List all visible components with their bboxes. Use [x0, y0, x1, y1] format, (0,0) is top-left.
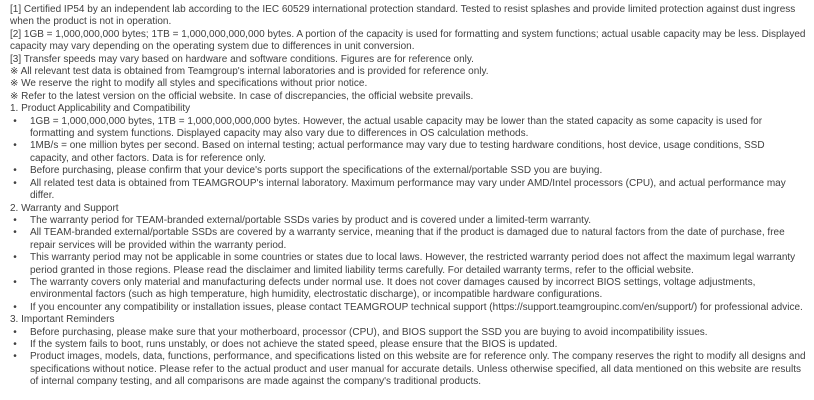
bullet-icon: •: [13, 276, 17, 288]
bullet-icon: •: [13, 338, 17, 350]
bullet-list: [10, 215, 806, 314]
footnotes: [10, 4, 806, 103]
bullet-list: [10, 327, 806, 389]
footnote-1: [1] Certified IP54 by an independent lab according to the IEC 60529 international protection standard. Tested to resist splashes and provide limited protection against dust ingress when the product is not in operation.: [10, 4, 796, 28]
bullet-icon: •: [13, 165, 17, 177]
reference-note-test-data: ※ All relevant test data is obtained from Teamgroup's internal laboratories and is provided for reference only.: [10, 66, 489, 78]
bullet-icon: •: [13, 115, 17, 127]
bullet-icon: •: [13, 326, 17, 338]
bullet-icon: •: [13, 252, 17, 264]
list-item-text: The warranty covers only material and manufacturing defects under normal use. It does not cover damages caused by incorrect BIOS settings, voltage adjustments, environmental factors (such as high temperature, high humidity, electrostatic discharge), or incompatible hardware configurations.: [30, 276, 756, 301]
list-item-text: All related test data is obtained from TEAMGROUP's internal laboratory. Maximum performance may vary under AMD/Intel processors (CPU), and actual performance may differ.: [30, 177, 786, 202]
list-item-text: 1GB = 1,000,000,000 bytes, 1TB = 1,000,000,000,000 bytes. However, the actual usable capacity may be lower than the stated capacity as some capacity is used for formatting and system functions. Displayed capacity may also vary due to differences in OS calculation methods.: [30, 115, 763, 140]
list-item: [10, 351, 806, 388]
bullet-icon: •: [13, 301, 17, 313]
bullet-icon: •: [13, 177, 17, 189]
bullet-list: [10, 116, 806, 203]
section-heading: 3. Important Reminders: [10, 314, 115, 326]
list-item-text: This warranty period may not be applicable in some countries or states due to local laws. However, the restricted warranty period does not affect the maximum legal warranty period granted in those regions. Please read the disclaimer and limited liability terms carefully. For detailed warranty terms, refer to the official website.: [30, 252, 796, 276]
footnote-2: [2] 1GB = 1,000,000,000 bytes; 1TB = 1,000,000,000,000 bytes. A portion of the capacity is used for formatting and system functions; actual usable capacity may be less. Displayed capacity may vary depending on the operating system due to differences in unit conversion.: [10, 28, 806, 53]
list-item: [10, 165, 806, 177]
list-item: [10, 277, 806, 302]
list-item: [10, 339, 806, 351]
list-item: [10, 178, 806, 203]
section-important-reminders: [10, 314, 806, 388]
list-item-text: If you encounter any compatibility or installation issues, please contact TEAMGROUP technical support (https://support.teamgroupinc.com/en/support/) for professional advice.: [30, 301, 803, 313]
section-warranty-support: [10, 203, 806, 315]
list-item-text: Before purchasing, please confirm that your device's ports support the specifications of the external/portable SSD you are buying.: [30, 165, 603, 177]
reference-note-official-website: ※ Refer to the latest version on the official website. In case of discrepancies, the official website prevails.: [10, 90, 474, 102]
bullet-icon: •: [13, 140, 17, 152]
bullet-icon: •: [13, 227, 17, 239]
section-product-applicability: [10, 103, 806, 202]
list-item-text: Before purchasing, please make sure that your motherboard, processor (CPU), and BIOS support the SSD you are buying to avoid incompatibility issues.: [30, 326, 708, 338]
bullet-icon: •: [13, 214, 17, 226]
list-item: [10, 116, 806, 141]
list-item-text: The warranty period for TEAM-branded external/portable SSDs varies by product and is covered under a limited-term warranty.: [30, 214, 591, 226]
footnote-3: [3] Transfer speeds may vary based on hardware and software conditions. Figures are for reference only.: [10, 53, 474, 65]
list-item: [10, 327, 806, 339]
list-item: [10, 252, 806, 277]
bullet-icon: •: [13, 351, 17, 363]
section-heading: 2. Warranty and Support: [10, 202, 119, 214]
list-item-text: Product images, models, data, functions, performance, and specifications listed on this website are for reference only. The company reserves the right to modify all designs and specifications without notice. Please refer to the actual product and user manual for accurate details. Unless otherwise specified, all data mentioned on this website are results of internal company testing, and all comparisons are made against the company's traditional products.: [30, 351, 806, 388]
list-item-text: 1MB/s = one million bytes per second. Based on internal testing; actual performance may vary due to testing hardware conditions, host device, usage conditions, SSD capacity, and other factors. Data is for reference only.: [30, 140, 765, 164]
section-heading: 1. Product Applicability and Compatibility: [10, 103, 191, 115]
list-item: [10, 302, 806, 314]
list-item-text: All TEAM-branded external/portable SSDs are covered by a warranty service, meaning that if the product is damaged due to natural factors from the date of purchase, free repair services will be provided within the warranty period.: [30, 227, 785, 251]
reference-note-modify-rights: ※ We reserve the right to modify all styles and specifications without prior notice.: [10, 78, 368, 90]
list-item: [10, 215, 806, 227]
list-item: [10, 140, 806, 165]
list-item-text: If the system fails to boot, runs unstably, or does not achieve the stated speed, please ensure that the BIOS is updated.: [30, 338, 558, 350]
list-item: [10, 227, 806, 252]
